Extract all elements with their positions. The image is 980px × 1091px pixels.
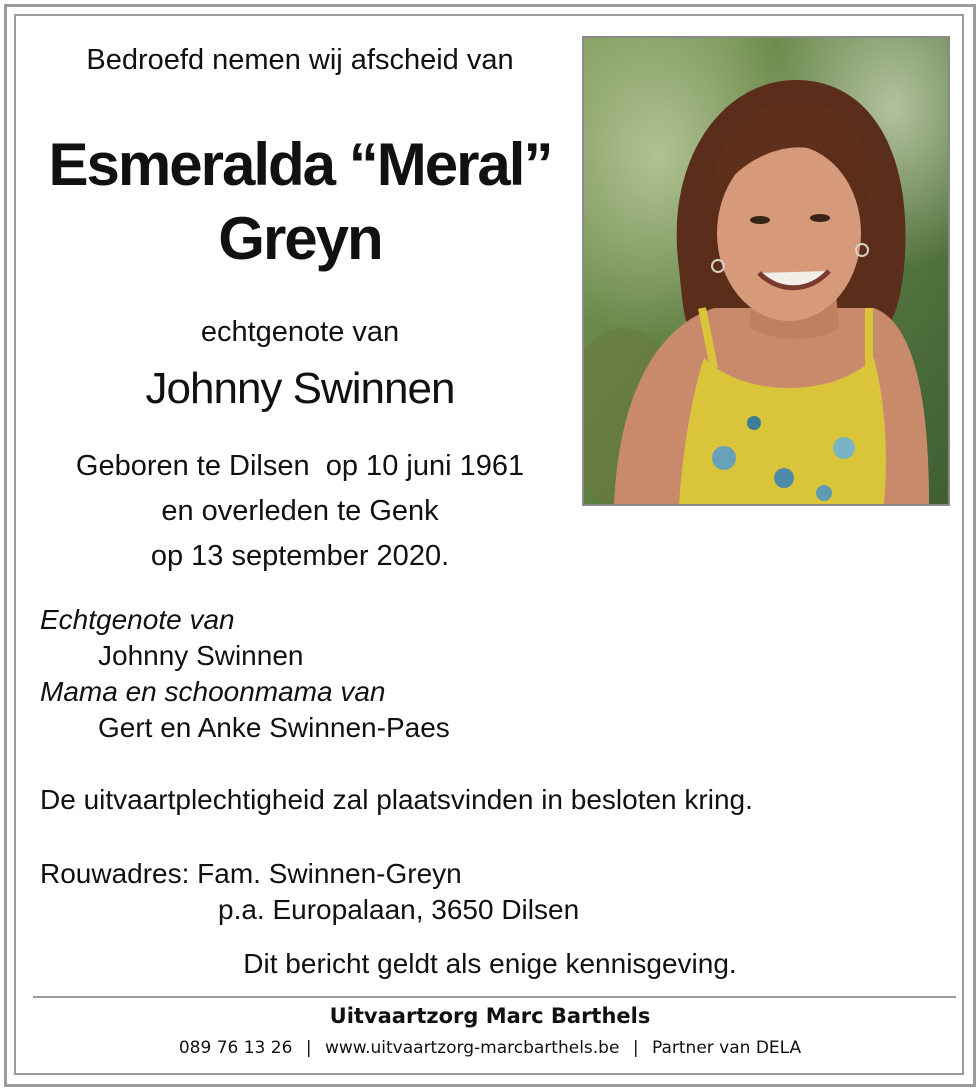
phone-number: 089 76 13 26 — [178, 1038, 293, 1058]
spouse-name: Johnny Swinnen — [145, 364, 455, 413]
contact-line — [0, 1038, 980, 1058]
deceased-name-line1: Esmeralda “Meral” — [48, 131, 552, 198]
website-link[interactable]: www.uitvaartzorg-marcbarthels.be — [324, 1038, 620, 1058]
separator-2: | — [632, 1038, 639, 1058]
spouse-intro: echtgenote van — [200, 316, 400, 348]
address-line-1: Rouwadres: Fam. Swinnen-Greyn — [40, 858, 462, 889]
family-relation-2: Mama en schoonmama van — [40, 676, 386, 707]
footer-divider — [33, 996, 956, 998]
funeral-notice: De uitvaartplechtigheid zal plaatsvinden in besloten kring. — [40, 784, 753, 815]
death-line: en overleden te Genk — [161, 495, 439, 527]
deceased-name — [20, 128, 580, 276]
family-names-2: Gert en Anke Swinnen-Paes — [98, 712, 450, 743]
deceased-name-line2: Greyn — [218, 205, 382, 272]
address-line-2: p.a. Europalaan, 3650 Dilsen — [218, 894, 580, 925]
family-names-1: Johnny Swinnen — [98, 640, 304, 671]
birth-line: Geboren te Dilsen op 10 juni 1961 — [75, 450, 525, 482]
closing-statement: Dit bericht geldt als enige kennisgeving. — [243, 948, 737, 979]
family-relation-1: Echtgenote van — [40, 604, 235, 635]
family-list — [40, 602, 450, 746]
lead-text: Bedroefd nemen wij afscheid van — [86, 44, 514, 76]
death-date-line: op 13 september 2020. — [150, 540, 450, 572]
life-dates — [30, 444, 570, 579]
portrait-photo — [582, 36, 950, 506]
company-name: Uitvaartzorg Marc Barthels — [329, 1004, 651, 1028]
partner-text: Partner van DELA — [651, 1038, 802, 1058]
mourning-address — [40, 856, 579, 928]
separator-1: | — [305, 1038, 312, 1058]
